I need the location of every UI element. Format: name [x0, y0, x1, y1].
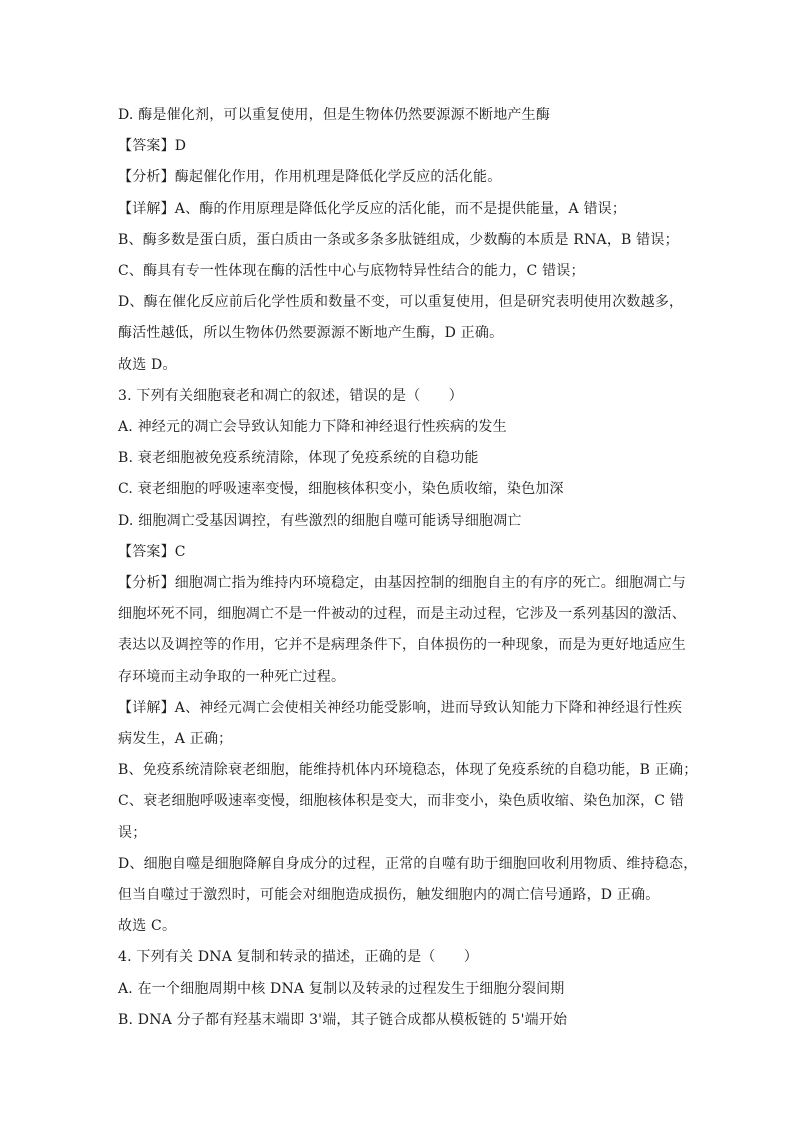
- question-3-option-c: C. 衰老细胞的呼吸速率变慢，细胞核体积变小，染色质收缩，染色加深: [118, 481, 564, 498]
- analysis-line: 【分析】细胞凋亡指为维持内环境稳定，由基因控制的细胞自主的有序的死亡。细胞凋亡与: [118, 575, 686, 592]
- question-3-stem: 3. 下列有关细胞衰老和凋亡的叙述，错误的是（ ）: [118, 387, 464, 404]
- detail-line: 病发生，A 正确；: [118, 731, 233, 748]
- analysis-line: 存环境而主动争取的一种死亡过程。: [118, 668, 346, 685]
- analysis-line: 【分析】酶起催化作用，作用机理是降低化学反应的活化能。: [118, 169, 502, 186]
- detail-line: 误；: [118, 824, 147, 841]
- detail-line: B、免疫系统清除衰老细胞，能维持机体内环境稳态，体现了免疫系统的自稳功能，B 正确；: [118, 762, 698, 779]
- question-3-option-b: B. 衰老细胞被免疫系统清除，体现了免疫系统的自稳功能: [118, 450, 479, 467]
- answer-line: 【答案】D: [118, 138, 187, 155]
- conclusion-line: 故选 C。: [118, 918, 177, 935]
- detail-line: 但当自噬过于激烈时，可能会对细胞造成损伤，触发细胞内的凋亡信号通路，D 正确。: [118, 887, 660, 904]
- question-4-option-a: A. 在一个细胞周期中核 DNA 复制以及转录的过程发生于细胞分裂间期: [118, 980, 565, 997]
- option-d-text: D. 酶是催化剂，可以重复使用，但是生物体仍然要源源不断地产生酶: [118, 107, 551, 123]
- question-4-stem: 4. 下列有关 DNA 复制和转录的描述，正确的是（ ）: [118, 949, 479, 966]
- detail-line: C、衰老细胞呼吸速率变慢，细胞核体积是变大，而非变小，染色质收缩、染色加深，C 错: [118, 793, 685, 810]
- analysis-line: 细胞坏死不同，细胞凋亡不是一件被动的过程，而是主动过程，它涉及一系列基因的激活、: [118, 606, 686, 623]
- detail-line: 【详解】A、酶的作用原理是降低化学反应的活化能，而不是提供能量，A 错误；: [118, 200, 627, 217]
- detail-line: 【详解】A、神经元凋亡会使相关神经功能受影响，进而导致认知能力下降和神经退行性疾: [118, 699, 683, 716]
- conclusion-line: 故选 D。: [118, 356, 177, 373]
- answer-line: 【答案】C: [118, 543, 186, 560]
- question-3-option-a: A. 神经元的凋亡会导致认知能力下降和神经退行性疾病的发生: [118, 419, 507, 436]
- detail-line: D、酶在催化反应前后化学性质和数量不变，可以重复使用，但是研究表明使用次数越多，: [118, 294, 684, 311]
- document-page: [118, 100, 698, 1036]
- detail-line: B、酶多数是蛋白质，蛋白质由一条或多条多肽链组成，少数酶的本质是 RNA，B 错误；: [118, 231, 679, 248]
- question-3-option-d: D. 细胞凋亡受基因调控，有些激烈的细胞自噬可能诱导细胞凋亡: [118, 512, 522, 529]
- detail-line: D、细胞自噬是细胞降解自身成分的过程，正常的自噬有助于细胞回收利用物质、维持稳态，: [118, 855, 698, 872]
- question-4-option-b: B. DNA 分子都有羟基末端即 3'端，其子链合成都从模板链的 5'端开始: [118, 1011, 568, 1028]
- detail-line: 酶活性越低，所以生物体仍然要源源不断地产生酶，D 正确。: [118, 325, 504, 342]
- detail-line: C、酶具有专一性体现在酶的活性中心与底物特异性结合的能力，C 错误；: [118, 263, 585, 280]
- analysis-line: 表达以及调控等的作用，它并不是病理条件下，自体损伤的一种现象，而是为更好地适应生: [118, 637, 686, 654]
